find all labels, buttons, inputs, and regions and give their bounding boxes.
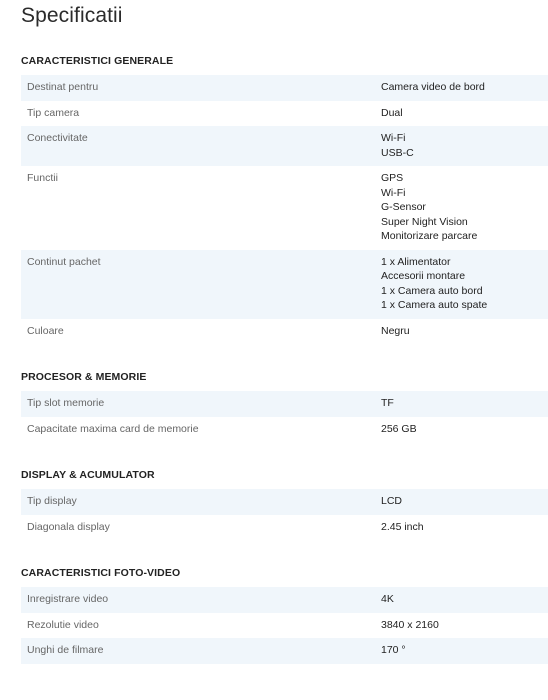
spec-label: Destinat pentru — [21, 75, 381, 101]
spec-section — [21, 54, 548, 344]
spec-value — [381, 613, 548, 639]
spec-row — [21, 166, 548, 250]
spec-value — [381, 391, 548, 417]
spec-row — [21, 250, 548, 319]
spec-value-line: Monitorizare parcare — [381, 230, 478, 242]
spec-value — [381, 515, 548, 541]
spec-value — [381, 638, 548, 664]
spec-row — [21, 638, 548, 664]
spec-value — [381, 75, 548, 101]
spec-value-line: Wi-Fi — [381, 186, 406, 199]
spec-value — [381, 101, 548, 127]
spec-row — [21, 515, 548, 541]
spec-label: Rezolutie video — [27, 618, 99, 631]
spec-row — [21, 101, 548, 127]
spec-row — [21, 417, 548, 443]
spec-table — [21, 587, 548, 664]
spec-value — [381, 250, 548, 319]
spec-value — [381, 126, 548, 166]
section-title: DISPLAY & ACUMULATOR — [21, 469, 155, 481]
section-title: CARACTERISTICI FOTO-VIDEO — [21, 567, 181, 579]
spec-table — [21, 489, 548, 540]
spec-value-line: GPS — [381, 172, 404, 184]
spec-label: Culoare — [27, 324, 64, 337]
section-title: PROCESOR & MEMORIE — [21, 371, 147, 383]
spec-value-line: 1 x Camera auto spate — [381, 299, 488, 311]
spec-value-line: Negru — [381, 324, 410, 337]
spec-row — [21, 126, 548, 166]
spec-value — [381, 489, 548, 515]
spec-row — [21, 489, 548, 515]
spec-value — [381, 417, 548, 443]
spec-value-line: 3840 x 2160 — [381, 618, 439, 631]
spec-value-line: Dual — [381, 106, 403, 119]
spec-table — [21, 391, 548, 442]
spec-label: Diagonala display — [27, 520, 110, 533]
spec-value-line: Accesorii montare — [381, 270, 466, 282]
spec-value — [381, 587, 548, 613]
spec-value-line: LCD — [381, 495, 403, 507]
spec-value-line: Camera video de bord — [381, 81, 485, 93]
spec-row — [21, 391, 548, 417]
spec-value — [381, 319, 548, 345]
spec-value — [381, 166, 548, 250]
spec-row — [21, 613, 548, 639]
spec-value-line: Wi-Fi — [381, 132, 406, 144]
spec-label: Conectivitate — [21, 126, 381, 166]
spec-value-line: 1 x Camera auto bord — [381, 284, 483, 297]
spec-label: Functii — [27, 172, 58, 184]
spec-label: Unghi de filmare — [21, 638, 381, 664]
page-title: Specificatii — [21, 4, 123, 27]
spec-section — [21, 468, 548, 540]
spec-value-line: TF — [381, 397, 394, 409]
spec-value-line: 1 x Alimentator — [381, 255, 451, 268]
spec-table — [21, 75, 548, 344]
spec-label: Capacitate maxima card de memorie — [27, 422, 199, 435]
spec-row — [21, 319, 548, 345]
section-title: CARACTERISTICI GENERALE — [21, 55, 174, 67]
spec-label: Continut pachet — [21, 250, 381, 319]
spec-row — [21, 587, 548, 613]
spec-label: Inregistrare video — [21, 587, 381, 613]
spec-row — [21, 75, 548, 101]
spec-sections — [21, 54, 548, 664]
spec-label: Tip display — [21, 489, 381, 515]
spec-value-line: Super Night Vision — [381, 215, 468, 228]
spec-label: Tip camera — [27, 106, 80, 119]
spec-value-line: 4K — [381, 593, 394, 605]
spec-value-line: 170 ° — [381, 644, 406, 656]
spec-section — [21, 370, 548, 442]
spec-section — [21, 566, 548, 664]
spec-value-line: 256 GB — [381, 422, 417, 435]
spec-value-line: 2.45 inch — [381, 520, 424, 533]
spec-value-line: G-Sensor — [381, 201, 426, 213]
spec-label: Tip slot memorie — [21, 391, 381, 417]
spec-value-line: USB-C — [381, 146, 414, 159]
